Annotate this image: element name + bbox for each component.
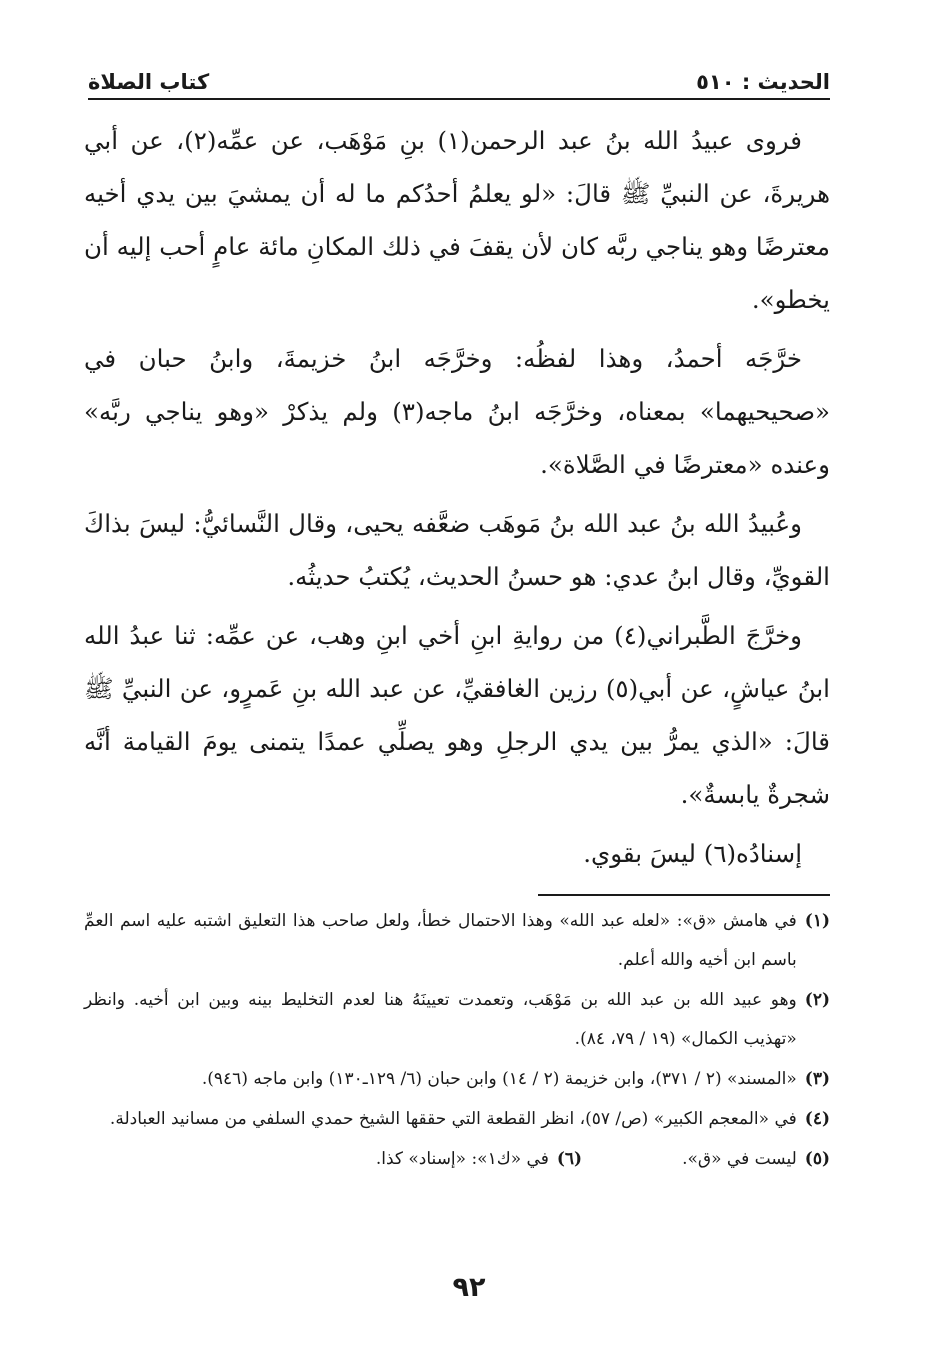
paragraph-tabarani: وخرَّجَ الطَّبراني(٤) من روايةِ ابنِ أخي ابنِ وهب، عن عمِّه: ثنا عبدُ الله ابنُ عياشٍ، عن أبي(٥) رزين الغافقيِّ، عن عبد الله بنِ عَمرٍو، عن النبيِّ ﷺ قالَ: «الذي يمرُّ بين يدي الرجلِ وهو يصلِّي عمدًا يتمنى يومَ القيامة أنَّه شجرةٌ يابسةٌ». [84,621,830,809]
footnote-item [84,981,830,1059]
footnote-item [84,1100,830,1139]
footnote-number: (٣) [804,1069,830,1089]
footnote-text: «المسند» (٢ / ٣٧١)، وابن خزيمة (٢ / ١٤) وابن حبان (٦/ ١٢٩ـ١٣٠) وابن ماجه (٩٤٦). [201,1069,797,1089]
main-text [84,114,830,886]
footnote-text: في «المعجم الكبير» (ص/ ٥٧)، انظر القطعة التي حققها الشيخ حمدي السلفي من مسانيد العبادلة. [109,1109,797,1129]
footnote-row-combined [84,1140,830,1179]
footnote-text: في «ك١»: «إسناد» كذا. [375,1149,549,1169]
footnote-number: (٥) [804,1149,830,1169]
footnote-item [84,902,830,980]
footnotes [84,902,830,1179]
footnote-number: (٦) [556,1149,583,1169]
footnote-item [376,1140,582,1179]
hadith-number-header: الحديث : ٥١٠ [696,70,830,94]
footnote-text: ليست في «ق». [682,1149,797,1169]
footnote-item [84,1060,830,1099]
footnote-item [682,1140,830,1179]
paragraph-isnad-verdict: إسنادُه(٦) ليسَ بقوي. [583,839,802,868]
page-number: ٩٢ [452,1272,486,1303]
footnote-number: (٤) [804,1109,830,1129]
paragraph-takhrij: خرَّجَه أحمدُ، وهذا لفظُه: وخرَّجَه ابنُ خزيمةَ، وابنُ حبان في «صحيحيهما» بمعناه، وخرَّجَه ابنُ ماجه(٣) ولم يذكرْ «وهو يناجي ربَّه» وعنده «معترضًا في الصَّلاة». [84,344,830,479]
footnote-number: (١) [804,911,830,931]
paragraph-hadith: فروى عبيدُ الله بنُ عبد الرحمن(١) بنِ مَوْهَب، عن عمِّه(٢)، عن أبي هريرةَ، عن النبيِّ ﷺ قالَ: «لو يعلمُ أحدُكم ما له أن يمشيَ بين يدي أخيه معترضًا وهو يناجي ربَّه كان لأن يقفَ في ذلك المكانِ مائة عامٍ أحب إليه أن يخطو». [84,126,830,314]
footnote-text: وهو عبيد الله بن عبد الله بن مَوْهَب، وتعمدت تعيينَهُ هنا لعدم التخليط بينه وبين ابن أخيه. وانظر «تهذيب الكمال» (١٩ / ٧٩، ٨٤). [84,990,797,1049]
chapter-title-header: كتاب الصلاة [88,70,210,94]
footnote-separator [538,894,830,896]
footnote-text: في هامش «ق»: «لعله عبد الله» وهذا الاحتمال خطأ، ولعل صاحب هذا التعليق اشتبه عليه اسم العمِّ باسم ابن أخيه والله أعلم. [84,911,797,970]
paragraph-narrator-grading: وعُبيدُ الله بنُ عبد الله بنُ مَوهَب ضعَّفه يحيى، وقال النَّسائيُّ: ليسَ بذاكَ القويِّ، وقال ابنُ عدي: هو حسنُ الحديث، يُكتبُ حديثُه. [84,509,830,591]
footnote-number: (٢) [804,990,830,1010]
running-header [88,54,830,100]
